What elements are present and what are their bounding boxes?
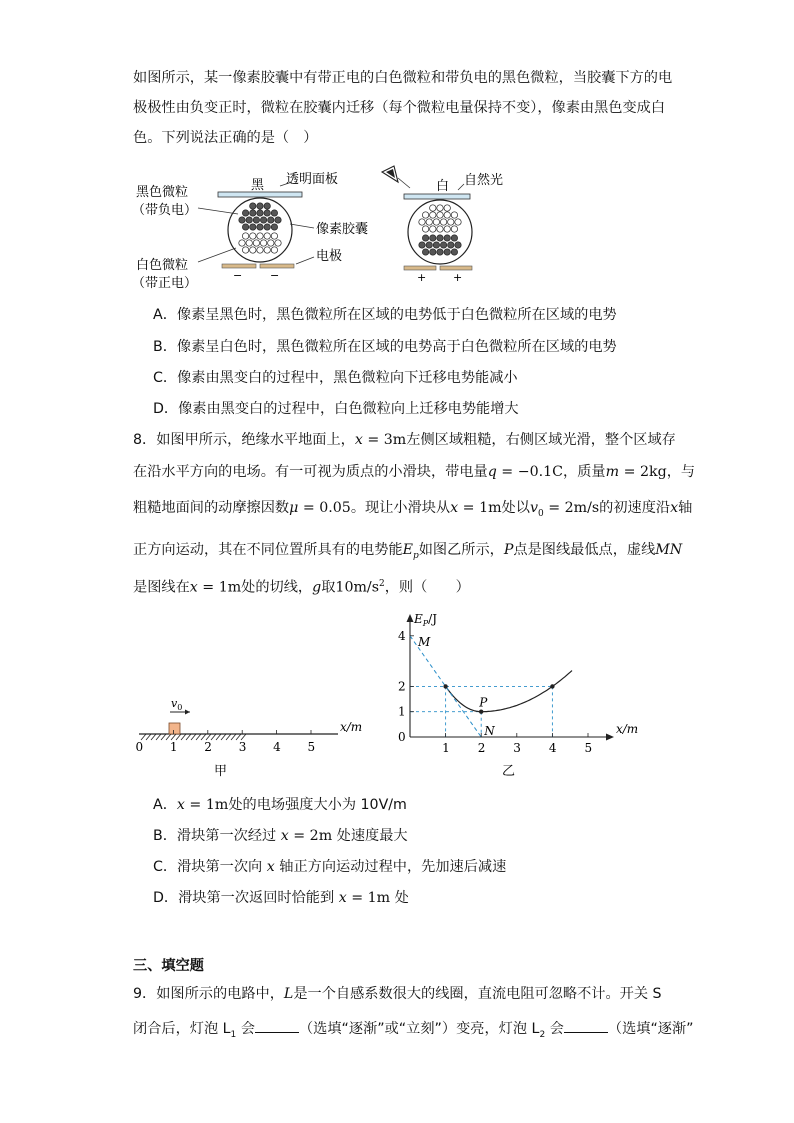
white-particle [422, 226, 428, 232]
white-particle [275, 240, 281, 246]
hatch-mark [146, 734, 151, 740]
label-panel: 透明面板 [286, 172, 339, 187]
q7-option-b: B．像素呈白色时，黑色微粒所在区域的电势高于白色微粒所在区域的电势 [153, 339, 617, 355]
hatch-mark [221, 734, 226, 740]
q8-option-a: A．x = 1m处的电场强度大小为 10V/m [153, 797, 407, 813]
plus-sign-2: + [453, 271, 463, 284]
white-particle [253, 240, 259, 246]
y-tick-label: 4 [398, 628, 406, 643]
white-particle [250, 247, 256, 253]
tick-label: 3 [238, 740, 247, 754]
black-particle [430, 235, 436, 241]
tick-label: 1 [169, 740, 178, 754]
black-particle [422, 235, 428, 241]
answer-blank-2[interactable] [564, 1018, 608, 1033]
x-tick-label: 5 [584, 741, 593, 755]
eye-icon [382, 166, 410, 188]
x-tick-label: 4 [548, 741, 557, 755]
q7-capsule-figure [128, 160, 548, 290]
black-particle [253, 217, 259, 223]
black-particle [250, 224, 256, 230]
answer-blank-1[interactable] [255, 1018, 299, 1033]
ep-curve [446, 671, 572, 712]
electrode-right-2 [440, 266, 472, 270]
black-particle [451, 235, 457, 241]
minus-sign-2: − [270, 269, 280, 282]
white-particle [430, 212, 436, 218]
white-particle [426, 219, 432, 225]
q8-option-b: B．滑块第一次经过 x = 2m 处速度最大 [153, 828, 408, 844]
white-particle [433, 219, 439, 225]
electrode-left-2 [260, 264, 294, 268]
black-particle [271, 224, 277, 230]
white-particle [246, 240, 252, 246]
q9-stem-line2: 闭合后，灯泡 $L_1$ 会 （选填“逐渐”或“立刻”）变亮，灯泡 $L_2$ 会 （选填“逐渐” [133, 1018, 694, 1045]
tick-label: 5 [307, 740, 316, 754]
q7-option-c: C．像素由黑变白的过程中，黑色微粒向下迁移电势能减小 [153, 370, 518, 386]
white-particle [257, 233, 263, 239]
q7-stem-line2: 极极性由负变正时，微粒在胶囊内迁移（每个微粒电量保持不变），像素由黑色变成白 [133, 100, 666, 116]
black-particle [437, 235, 443, 241]
label-white-particle-charge: （带正电） [132, 276, 198, 290]
white-particle [257, 247, 263, 253]
white-particle [448, 219, 454, 225]
black-particle [264, 203, 270, 209]
white-particle [268, 240, 274, 246]
black-particle [437, 249, 443, 255]
point-n-label: N [484, 724, 495, 738]
white-particle [455, 219, 461, 225]
black-particle [257, 210, 263, 216]
q7-option-a: A．像素呈黑色时，黑色微粒所在区域的电势低于白色微粒所在区域的电势 [153, 307, 617, 323]
white-particle [430, 226, 436, 232]
black-particle [250, 210, 256, 216]
q8-stem-line1: 8．如图甲所示，绝缘水平地面上，x = 3m左侧区域粗糙，右侧区域光滑，整个区域存 [133, 432, 676, 448]
black-particle [430, 249, 436, 255]
white-particle [437, 226, 443, 232]
hatch-mark [196, 734, 201, 740]
label-white-particle: 白色微粒 [136, 258, 189, 273]
black-particle [455, 242, 461, 248]
point-p-label: P [479, 695, 488, 710]
x-axis-label: x/m [616, 722, 639, 736]
white-particle [444, 226, 450, 232]
white-particle [250, 233, 256, 239]
white-particle [271, 247, 277, 253]
hatch-mark [156, 734, 161, 740]
black-particle [444, 235, 450, 241]
white-particle [242, 233, 248, 239]
curve-point [443, 684, 447, 688]
label-natural-light: 自然光 [464, 173, 504, 188]
plus-sign-1: + [417, 271, 427, 284]
y-axis-label: $E_P/J$ [414, 612, 438, 628]
white-particle [437, 212, 443, 218]
y-tick-label: 1 [398, 704, 406, 719]
black-particle [433, 242, 439, 248]
q8-option-d: D．滑块第一次返回时恰能到 x = 1m 处 [153, 890, 409, 906]
black-particle [242, 210, 248, 216]
black-particle [257, 203, 263, 209]
label-black-particle: 黑色微粒 [136, 185, 189, 200]
white-particle [451, 226, 457, 232]
q8-option-c: C．滑块第一次向 x 轴正方向运动过程中，先加速后减速 [153, 859, 507, 875]
label-electrode: 电极 [316, 249, 343, 264]
white-particle [260, 240, 266, 246]
x-axis-arrowhead [606, 734, 614, 741]
hatch-mark [226, 734, 231, 740]
hatch-mark [161, 734, 166, 740]
y-tick-label: 2 [398, 679, 406, 694]
hatch-mark [191, 734, 196, 740]
black-particle [264, 210, 270, 216]
black-particle [260, 217, 266, 223]
black-particle [268, 217, 274, 223]
black-particle [239, 217, 245, 223]
slider-block [169, 723, 180, 734]
black-particle [448, 242, 454, 248]
q9-stem-line1: 9．如图所示的电路中，L是一个自感系数很大的线圈，直流电阻可忽略不计。开关 S [133, 986, 662, 1002]
label-black-particle-charge: （带负电） [132, 203, 198, 218]
q8-stem-line5: 是图线在x = 1m处的切线，g取$10m/s^2$，则（ ） [133, 579, 470, 596]
electrode-right-1 [404, 266, 436, 270]
white-particle [264, 233, 270, 239]
label-capsule: 像素胶囊 [316, 222, 369, 237]
tick-label: 2 [204, 740, 212, 754]
x-tick-label: 2 [477, 741, 486, 755]
black-particle [451, 249, 457, 255]
point-m-label: M [418, 634, 431, 649]
black-particle [444, 249, 450, 255]
q7-stem-line3: 色。下列说法正确的是（ ） [133, 130, 318, 146]
x-tick-label: 1 [442, 741, 450, 755]
hatch-mark [231, 734, 236, 740]
black-particle [264, 224, 270, 230]
black-particle [422, 249, 428, 255]
q8-figure-right [388, 604, 648, 784]
electrode-left-1 [222, 264, 256, 268]
black-particle [426, 242, 432, 248]
black-particle [419, 242, 425, 248]
curve-point [550, 684, 554, 688]
black-particle [271, 210, 277, 216]
white-particle [437, 205, 443, 211]
white-particle [242, 247, 248, 253]
white-particle [440, 219, 446, 225]
tick-label: 4 [273, 740, 281, 754]
white-particle [430, 205, 436, 211]
hatch-mark [151, 734, 156, 740]
caption-jia: 甲 [214, 764, 228, 779]
caption-yi: 乙 [502, 764, 516, 779]
hatch-mark [216, 734, 221, 740]
rough-ground-hatching [141, 734, 246, 740]
black-particle [242, 224, 248, 230]
transparent-panel-right [404, 194, 470, 199]
velocity-arrowhead [185, 710, 190, 715]
x-axis-label-left: x/m [340, 720, 363, 734]
hatch-mark [186, 734, 191, 740]
white-particle [444, 205, 450, 211]
black-particle [246, 217, 252, 223]
hatch-mark [181, 734, 186, 740]
white-particle [422, 212, 428, 218]
v0-label: $v_0$ [171, 697, 183, 712]
label-black: 黑 [251, 178, 265, 193]
minus-sign-1: − [233, 269, 243, 282]
y-tick-label: 0 [398, 730, 406, 744]
black-particle [250, 203, 256, 209]
q8-stem-line4: 正方向运动，其在不同位置所具有的电势能$E_p$如图乙所示，P点是图线最低点，虚线MN [133, 542, 683, 561]
white-particle [239, 240, 245, 246]
q8-stem-line3: 粗糙地面间的动摩擦因数μ = 0.05。现让小滑块从x = 1m处以$v_0 = 2m/s$的初速度沿x轴 [133, 500, 693, 519]
q8-figure-left [128, 690, 368, 780]
q7-option-d: D．像素由黑变白的过程中，白色微粒向上迁移电势能增大 [153, 401, 519, 417]
white-particle [264, 247, 270, 253]
section-heading-fill-in: 三、填空题 [133, 958, 204, 974]
curve-point [479, 710, 483, 714]
white-particle [451, 212, 457, 218]
y-axis-arrowhead [407, 614, 414, 622]
black-particle [257, 224, 263, 230]
label-white: 白 [436, 179, 450, 194]
white-particle [444, 212, 450, 218]
white-particle [271, 233, 277, 239]
tick-label: 0 [135, 740, 144, 754]
white-particle [419, 219, 425, 225]
q7-stem-line1: 如图所示，某一像素胶囊中有带正电的白色微粒和带负电的黑色微粒，当胶囊下方的电 [133, 70, 673, 86]
x-tick-label: 3 [513, 741, 521, 755]
curve-points [443, 684, 554, 714]
black-particle [275, 217, 281, 223]
q8-stem-line2: 在沿水平方向的电场。有一可视为质点的小滑块，带电量q = −0.1C，质量m = 2kg，与 [133, 464, 696, 480]
black-particle [440, 242, 446, 248]
